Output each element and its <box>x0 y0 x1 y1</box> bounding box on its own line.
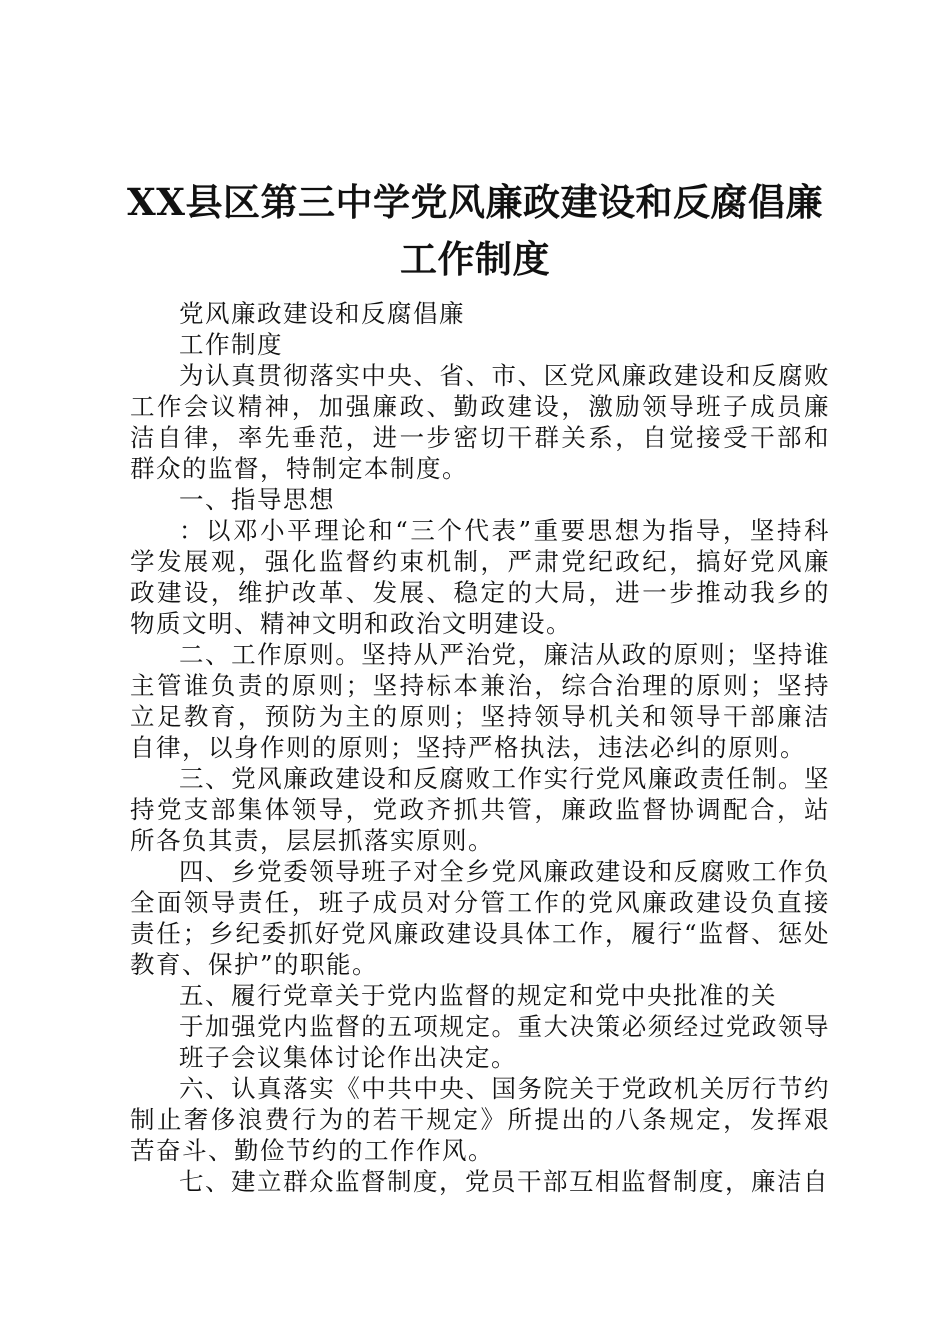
paragraph-heading-guiding-thought: 一、指导思想 <box>179 485 335 514</box>
paragraph-frugality: 六、认真落实《中共中央、国务院关于党政机关厉行节约制止奢侈浪费行为的若干规定》所提出的八条规定，发挥艰苦奋斗、勤俭节约的工作作风。 <box>130 1074 830 1165</box>
paragraph-intro: 为认真贯彻落实中央、省、市、区党风廉政建设和反腐败工作会议精神，加强廉政、勤政建设，激励领导班子成员廉洁自律，率先垂范，进一步密切干群关系，自觉接受干部和群众的监督，特制定本制度。 <box>130 361 830 483</box>
paragraph-guiding-thought: ：以邓小平理论和“三个代表”重要思想为指导，坚持科学发展观，强化监督约束机制，严肃党纪政纪，搞好党风廉政建设，维护改革、发展、稳定的大局，进一步推动我乡的物质文明、精神文明和政治文明建设。 <box>130 516 830 638</box>
document-body <box>130 298 830 1197</box>
paragraph-leadership-responsibility: 四、乡党委领导班子对全乡党风廉政建设和反腐败工作负全面领导责任，班子成员对分管工作的党风廉政建设负直接责任；乡纪委抓好党风廉政建设具体工作，履行“监督、惩处教育、保护”的职能。 <box>130 857 830 979</box>
paragraph-work-principles: 二、工作原则。坚持从严治党，廉洁从政的原则；坚持谁主管谁负责的原则；坚持标本兼治，综合治理的原则；坚持立足教育，预防为主的原则；坚持领导机关和领导干部廉洁自律，以身作则的原则；坚持严格执法，违法必纠的原则。 <box>130 640 830 762</box>
paragraph-party-supervision: 五、履行党章关于党内监督的规定和党中央批准的关 <box>179 981 777 1010</box>
document-title: XX县区第三中学党风廉政建设和反腐倡廉工作制度 <box>127 180 823 281</box>
paragraph-responsibility-system: 三、党风廉政建设和反腐败工作实行党风廉政责任制。坚持党支部集体领导，党政齐抓共管，廉政监督协调配合，站所各负其责，层层抓落实原则。 <box>130 764 830 855</box>
paragraph-five-rules: 于加强党内监督的五项规定。重大决策必须经过党政领导班子会议集体讨论作出决定。 <box>179 1012 830 1072</box>
paragraph-mass-supervision: 七、建立群众监督制度，党员干部互相监督制度，廉洁自 <box>179 1167 829 1196</box>
paragraph-subtitle-1: 党风廉政建设和反腐倡廉 <box>179 299 465 328</box>
paragraph-subtitle-2: 工作制度 <box>179 330 283 359</box>
